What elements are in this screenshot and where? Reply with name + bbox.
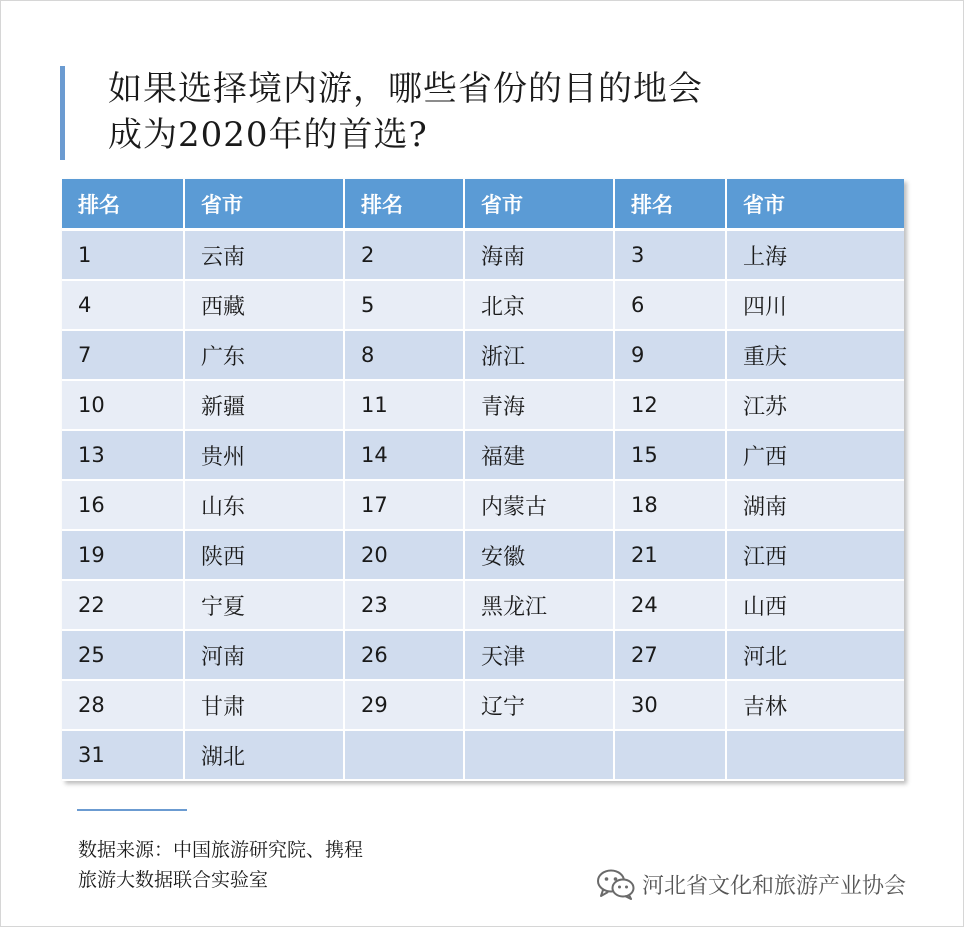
table-row [62,230,904,281]
page-title [108,66,808,158]
rank-cell: 10 [62,380,184,430]
table-row [62,730,904,780]
province-cell: 云南 [184,230,344,281]
rank-cell: 7 [62,330,184,380]
source-divider [77,809,187,811]
rank-cell: 30 [614,680,726,730]
rank-cell: 14 [344,430,464,480]
header-rank-1: 排名 [62,179,184,230]
rank-cell [614,730,726,780]
table-header-row [62,179,904,230]
table-row [62,680,904,730]
rank-cell: 4 [62,280,184,330]
rank-cell: 5 [344,280,464,330]
province-cell: 河南 [184,630,344,680]
table-row [62,630,904,680]
table-row [62,580,904,630]
rank-cell: 19 [62,530,184,580]
rank-cell: 18 [614,480,726,530]
rank-cell: 11 [344,380,464,430]
source-line-2: 旅游大数据联合实验室 [78,869,269,891]
rank-cell: 28 [62,680,184,730]
province-cell: 四川 [726,280,904,330]
province-cell: 天津 [464,630,614,680]
rank-cell: 29 [344,680,464,730]
rank-cell [344,730,464,780]
province-cell: 辽宁 [464,680,614,730]
header-rank-2: 排名 [344,179,464,230]
province-cell: 甘肃 [184,680,344,730]
province-cell: 上海 [726,230,904,281]
province-cell: 湖南 [726,480,904,530]
table-row [62,380,904,430]
rank-cell: 27 [614,630,726,680]
province-cell [726,730,904,780]
rank-cell: 24 [614,580,726,630]
rank-cell: 6 [614,280,726,330]
rank-cell: 25 [62,630,184,680]
province-cell: 广东 [184,330,344,380]
table-row [62,430,904,480]
rank-cell: 21 [614,530,726,580]
title-accent-bar [60,66,65,160]
province-cell: 新疆 [184,380,344,430]
province-cell: 贵州 [184,430,344,480]
province-cell: 西藏 [184,280,344,330]
province-cell: 山西 [726,580,904,630]
rank-cell: 23 [344,580,464,630]
province-cell: 陕西 [184,530,344,580]
province-cell: 黑龙江 [464,580,614,630]
watermark-text: 河北省文化和旅游产业协会 [642,873,907,899]
table-row [62,480,904,530]
wechat-icon [596,868,636,900]
province-cell: 河北 [726,630,904,680]
province-cell [464,730,614,780]
province-cell: 重庆 [726,330,904,380]
rank-cell: 9 [614,330,726,380]
rank-cell: 26 [344,630,464,680]
watermark [596,866,906,902]
source-line-1: 数据来源：中国旅游研究院、携程 [78,839,364,861]
province-cell: 吉林 [726,680,904,730]
province-cell: 江苏 [726,380,904,430]
province-ranking-table [62,179,904,781]
province-cell: 宁夏 [184,580,344,630]
rank-cell: 31 [62,730,184,780]
rank-cell: 3 [614,230,726,281]
province-cell: 福建 [464,430,614,480]
rank-cell: 20 [344,530,464,580]
rank-cell: 1 [62,230,184,281]
rank-cell: 22 [62,580,184,630]
province-cell: 青海 [464,380,614,430]
title-line-1: 如果选择境内游，哪些省份的目的地会 [108,69,703,109]
rank-cell: 8 [344,330,464,380]
province-cell: 浙江 [464,330,614,380]
header-province-3: 省市 [726,179,904,230]
rank-cell: 12 [614,380,726,430]
rank-cell: 17 [344,480,464,530]
province-cell: 江西 [726,530,904,580]
province-cell: 山东 [184,480,344,530]
province-cell: 广西 [726,430,904,480]
province-cell: 北京 [464,280,614,330]
table-row [62,530,904,580]
rank-cell: 2 [344,230,464,281]
header-province-2: 省市 [464,179,614,230]
title-line-2: 成为2020年的首选? [108,115,428,155]
header-rank-3: 排名 [614,179,726,230]
table-row [62,330,904,380]
table-row [62,280,904,330]
rank-cell: 15 [614,430,726,480]
rank-cell: 13 [62,430,184,480]
province-cell: 湖北 [184,730,344,780]
header-province-1: 省市 [184,179,344,230]
data-source-note [78,835,363,895]
province-cell: 安徽 [464,530,614,580]
province-cell: 内蒙古 [464,480,614,530]
rank-cell: 16 [62,480,184,530]
province-cell: 海南 [464,230,614,281]
table-body [62,230,904,781]
